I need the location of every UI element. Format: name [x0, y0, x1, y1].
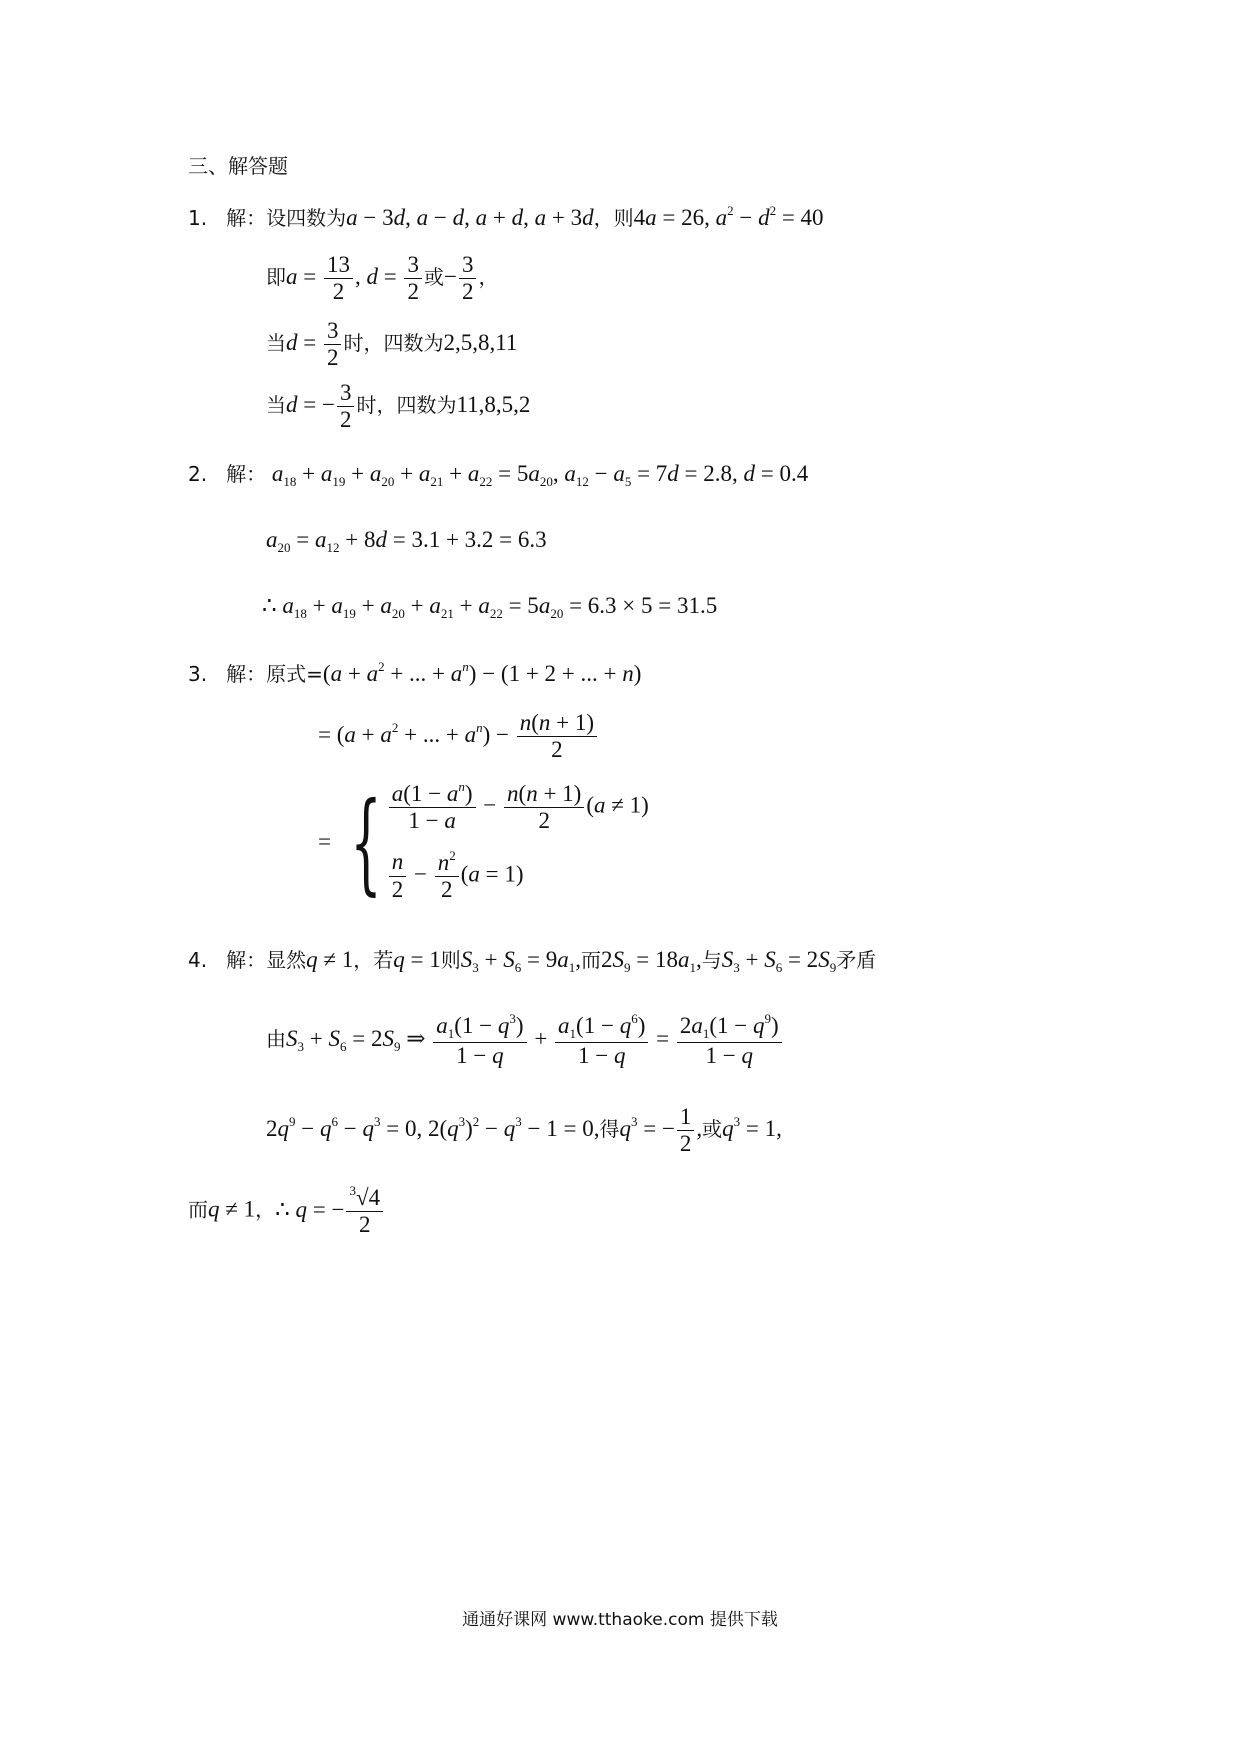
- problem-3-cases: = { $\frac{a(1 - a^n)}{1 - a}$ − $\frac{n(n + 1)}{2}$ (a ≠ 1) $\frac{n}{2}$ − $\frac{n^2}{2}$ (a = 1): [318, 777, 649, 906]
- problem-2-line-2: $a_{20} = a_{12} + 8d = 3.1 + 3.2 = 6.3$: [266, 527, 547, 555]
- problem-2-line-3: ∴ $a_{18} + a_{19} + a_{20} + a_{21} + a_{22} = 5a_{20} = 6.3 \times 5 = 31.5$: [262, 593, 718, 621]
- problem-1-line-3: 当d = $\frac{3}{2}$ 时，四数为2,5,8,11: [266, 318, 518, 371]
- section-title: 三、解答题: [188, 154, 288, 178]
- problem-3-line-2: = ($a + a^2$ + ... + $a^n$) − $\frac{n(n + 1)}{2}$: [318, 710, 599, 764]
- case-a-eq-1: $\frac{n}{2}$ − $\frac{n^2}{2}$ (a = 1): [387, 849, 649, 904]
- problem-1-line-2: 即a = $\frac{13}{2}$ , d = $\frac{3}{2}$ 或− $\frac{3}{2}$ ，: [266, 252, 499, 305]
- left-brace-icon: {: [349, 777, 382, 906]
- case-a-not-1: $\frac{a(1 - a^n)}{1 - a}$ − $\frac{n(n + 1)}{2}$ (a ≠ 1): [387, 780, 649, 835]
- page-footer: 通通好课网 www.tthaoke.com 提供下载: [462, 1610, 778, 1630]
- problem-4-line-1: 4. 解：显然q ≠ 1，若q = 1则$S_3 + S_6 = 9a_1$,而$2S_9 = 18a_1$,与$S_3 + S_6 = 2S_9$矛盾: [188, 947, 877, 975]
- problem-2-line-1: 2. 解： $a_{18} + a_{19} + a_{20} + a_{21} + a_{22} = 5a_{20}$, $a_{12} - a_5 = 7d = 2.8$, d = 0.4: [188, 461, 809, 489]
- problem-1-line-1: 1. 解：设四数为a − 3d, a − d, a + d, a + 3d，则4a = 26, $a^2 - d^2 = 40$: [188, 203, 824, 230]
- problem-3-line-1: 3. 解：原式$=(a + a^2$ + ... + $a^n) - (1 + 2$ + ... + n): [188, 659, 642, 686]
- problem-4-line-3: $2q^9 - q^6 - q^3 = 0$, $2(q^3)^2 - q^3 - 1 = 0$,得$q^3$ = − $\frac{1}{2}$ ,或$q^3 = 1$,: [266, 1104, 782, 1157]
- problem-1-line-4: 当d = − $\frac{3}{2}$ 时，四数为11,8,5,2: [266, 380, 531, 433]
- problem-4-line-2: 由$S_3 + S_6 = 2S_9$ ⇒ $\frac{a_1(1 - q^3)}{1 - q}$ + $\frac{a_1(1 - q^6)}{1 - q}$ = $\frac{2a_1(1 - q^9)}{1 - q}$: [266, 1012, 784, 1069]
- problem-4-line-4: 而q ≠ 1，∴ q = − $\frac{^3√4}{2}$: [188, 1184, 385, 1239]
